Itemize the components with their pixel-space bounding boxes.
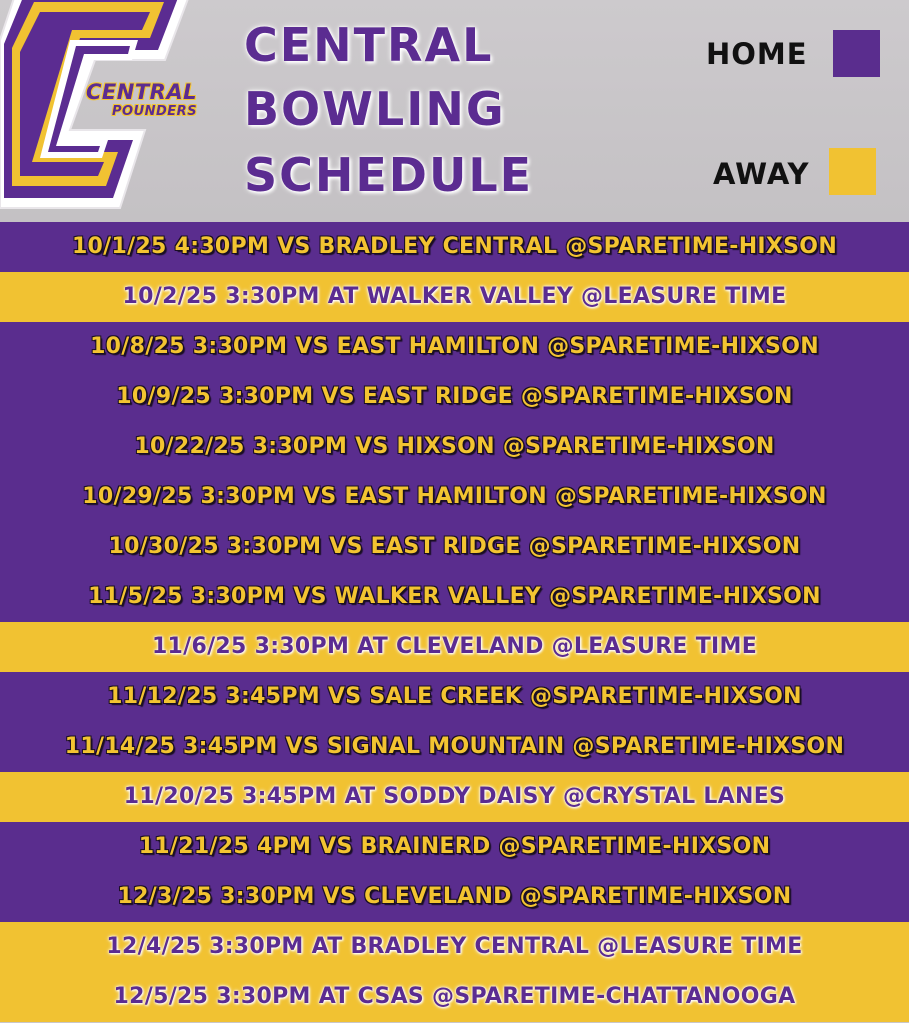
schedule-row-text: 10/1/25 4:30PM VS BRADLEY CENTRAL @SPARETIME-HIXSON [71, 234, 838, 259]
schedule-row-text: 10/2/25 3:30PM AT WALKER VALLEY @LEASURE TIME [122, 284, 787, 309]
schedule-row-away [0, 972, 909, 1022]
schedule-row-home [0, 822, 909, 872]
schedule-row-text: 12/4/25 3:30PM AT BRADLEY CENTRAL @LEASURE TIME [106, 934, 803, 959]
schedule-row-text: 10/30/25 3:30PM VS EAST RIDGE @SPARETIME-HIXSON [108, 534, 801, 559]
schedule-row-text: 11/5/25 3:30PM VS WALKER VALLEY @SPARETIME-HIXSON [88, 584, 821, 609]
title-line-2: BOWLING [244, 82, 506, 136]
schedule-row-away [0, 922, 909, 972]
schedule-row-home [0, 472, 909, 522]
schedule-row-text: 12/5/25 3:30PM AT CSAS @SPARETIME-CHATTANOOGA [113, 984, 796, 1009]
schedule-row-home [0, 322, 909, 372]
schedule-row-text: 10/9/25 3:30PM VS EAST RIDGE @SPARETIME-HIXSON [116, 384, 793, 409]
schedule-list [0, 222, 909, 1022]
schedule-row-text: 10/22/25 3:30PM VS HIXSON @SPARETIME-HIXSON [134, 434, 775, 459]
legend-away-swatch [829, 148, 876, 195]
schedule-row-text: 12/3/25 3:30PM VS CLEVELAND @SPARETIME-HIXSON [117, 884, 792, 909]
title-line-1: CENTRAL [244, 18, 494, 72]
logo-subwordmark: POUNDERS [112, 104, 198, 119]
schedule-row-home [0, 522, 909, 572]
schedule-row-text: 11/21/25 4PM VS BRAINERD @SPARETIME-HIXSON [138, 834, 771, 859]
schedule-row-text: 10/8/25 3:30PM VS EAST HAMILTON @SPARETIME-HIXSON [90, 334, 819, 359]
schedule-row-home [0, 422, 909, 472]
schedule-row-away [0, 772, 909, 822]
schedule-row-home [0, 672, 909, 722]
schedule-row-text: 11/14/25 3:45PM VS SIGNAL MOUNTAIN @SPARETIME-HIXSON [64, 734, 845, 759]
schedule-row-home [0, 722, 909, 772]
schedule-row-text: 11/6/25 3:30PM AT CLEVELAND @LEASURE TIME [151, 634, 758, 659]
schedule-row-text: 11/12/25 3:45PM VS SALE CREEK @SPARETIME-HIXSON [107, 684, 802, 709]
legend-home-label: HOME [706, 37, 808, 71]
legend-home-swatch [833, 30, 880, 77]
schedule-row-away [0, 272, 909, 322]
legend-away-label: AWAY [713, 157, 810, 191]
schedule-row-home [0, 872, 909, 922]
header [0, 0, 909, 222]
central-pounders-logo [0, 0, 215, 215]
title-line-3: SCHEDULE [244, 148, 534, 202]
schedule-row-home [0, 572, 909, 622]
schedule-row-home [0, 222, 909, 272]
schedule-row-text: 11/20/25 3:45PM AT SODDY DAISY @CRYSTAL LANES [123, 784, 786, 809]
schedule-row-text: 10/29/25 3:30PM VS EAST HAMILTON @SPARETIME-HIXSON [82, 484, 827, 509]
schedule-row-away [0, 622, 909, 672]
logo-wordmark: CENTRAL [86, 80, 197, 104]
schedule-row-home [0, 372, 909, 422]
